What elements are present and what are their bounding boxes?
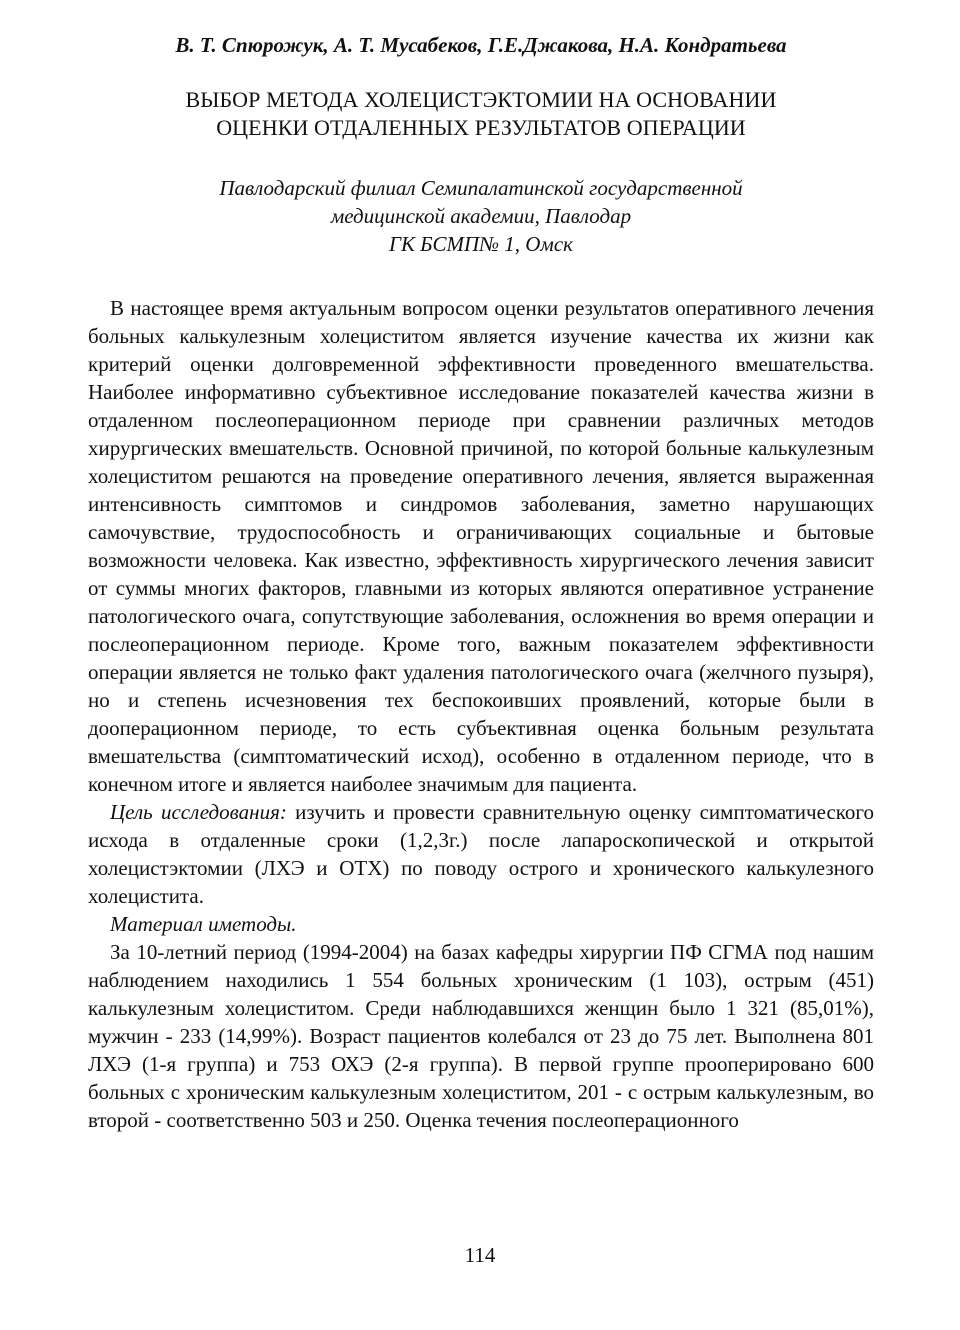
paragraph-aim bbox=[88, 798, 874, 910]
authors-line: В. Т. Спюрожук, А. Т. Мусабеков, Г.Е.Джакова, Н.А. Кондратьева bbox=[175, 33, 787, 57]
aim-text: изучить и провести сравнительную оценку симптоматического исхода в отдаленные сроки (1,2,3г.) после лапароскопической и открытой холецистэктомии (ЛХЭ и ОТХ) по поводу острого и хронического калькулезного холецистита. bbox=[88, 800, 874, 908]
article-body bbox=[88, 294, 874, 1134]
affiliation-line-2: медицинской академии, Павлодар bbox=[330, 204, 632, 228]
article-title bbox=[88, 86, 874, 142]
aim-label: Цель исследования: bbox=[110, 800, 287, 824]
methods-heading bbox=[88, 910, 874, 938]
affiliation-line-3: ГК БСМП№ 1, Омск bbox=[389, 232, 573, 256]
page-number: 114 bbox=[464, 1243, 496, 1267]
paragraph-intro: В настоящее время актуальным вопросом оценки результатов оперативного лечения больных калькулезным холециститом является изучение качества их жизни как критерий оценки долговременной эффективности проведенного вмешательства. Наиболее информативно субъективное исследование показателей качества жизни в отдаленном послеоперационном периоде при сравнении различных методов хирургических вмешательств. Основной причиной, по которой больные калькулезным холециститом решаются на проведение оперативного лечения, является выраженная интенсивность симптомов и синдромов заболевания, заметно нарушающих самочувствие, трудоспособность и ограничивающих социальные и бытовые возможности человека. Как известно, эффективность хирургического лечения зависит от суммы многих факторов, главными из которых являются оперативное устранение патологического очага, сопутствующие заболевания, осложнения во время операции и послеоперационном периоде. Кроме того, важным показателем эффективности операции является не только факт удаления патологического очага (желчного пузыря), но и степень исчезновения тех беспокоивших проявлений, которые были в дооперационном периоде, то есть субъективная оценка больным результата вмешательства (симптоматический исход), особенно в отдаленном периоде, что в конечном итоге и является наиболее значимым для пациента. bbox=[88, 296, 874, 796]
paragraph-methods: За 10-летний период (1994-2004) на базах кафедры хирургии ПФ СГМА под нашим наблюдением находились 1 554 больных хроническим (1 103), острым (451) калькулезным холециститом. Среди наблюдавшихся женщин было 1 321 (85,01%), мужчин - 233 (14,99%). Возраст пациентов колебался от 23 до 75 лет. Выполнена 801 ЛХЭ (1-я группа) и 753 ОХЭ (2-я группа). В первой группе прооперировано 600 больных с хроническим калькулезным холециститом, 201 - с острым калькулезным, во второй - соответственно 503 и 250. Оценка течения послеоперационного bbox=[88, 940, 874, 1132]
methods-label: Материал иметоды. bbox=[110, 912, 297, 936]
affiliation-line-1: Павлодарский филиал Семипалатинской государственной bbox=[219, 176, 743, 200]
article-page bbox=[88, 30, 874, 1134]
title-line-1: ВЫБОР МЕТОДА ХОЛЕЦИСТЭКТОМИИ НА ОСНОВАНИИ bbox=[185, 87, 777, 112]
title-line-2: ОЦЕНКИ ОТДАЛЕННЫХ РЕЗУЛЬТАТОВ ОПЕРАЦИИ bbox=[216, 115, 746, 140]
affiliation bbox=[88, 174, 874, 258]
